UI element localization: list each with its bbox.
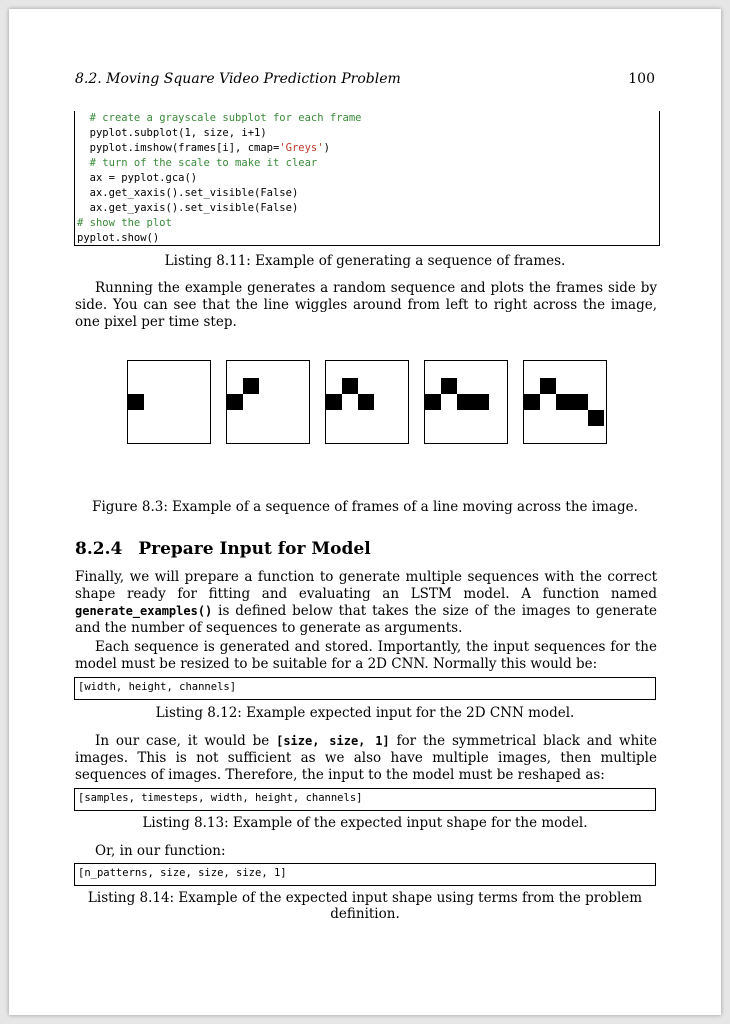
- frame-pixel: [342, 378, 358, 394]
- code-token: ax.get_xaxis().set_visible(False): [89, 187, 299, 199]
- frame-pixel: [540, 378, 556, 394]
- code-listing-8-11: [74, 111, 660, 246]
- paragraph-our-case-body: [75, 733, 657, 784]
- paragraph-our-case-text-2: for the symmetrical black and white images. This is not sufficient as we also have multiple images, then multiple sequences of images. Therefore, the input to the model must be reshaped as:: [75, 733, 657, 783]
- code-token: ax.get_yaxis().set_visible(False): [89, 202, 299, 214]
- figure-8-3-caption: Figure 8.3: Example of a sequence of frames of a line moving across the image.: [92, 499, 638, 515]
- frame-pixel: [524, 394, 540, 410]
- code-listing-8-12: [width, height, channels]: [74, 677, 656, 700]
- frame-pixel: [588, 410, 604, 426]
- frame-5: [523, 360, 607, 444]
- code-token: pyplot.show(): [77, 232, 160, 244]
- code-token: ax = pyplot.gca(): [89, 172, 198, 184]
- listing-8-14-caption: Listing 8.14: Example of the expected input shape using terms from the problem definition.: [87, 890, 643, 922]
- listing-8-13-caption: Listing 8.13: Example of the expected input shape for the model.: [142, 815, 588, 831]
- code-line: [75, 156, 659, 171]
- paragraph-finally-text-2: is defined below that takes the size of the images to generate and the number of sequences to generate as arguments.: [75, 603, 657, 636]
- code-line: [75, 231, 659, 246]
- code-line: [75, 216, 659, 231]
- code-token: # turn of the scale to make it clear: [89, 157, 318, 169]
- paragraph-running-text: Running the example generates a random sequence and plots the frames side by side. You can see that the line wiggles around from left to right across the image, one pixel per time step.: [75, 280, 657, 330]
- code-line: [75, 111, 659, 126]
- paragraph-our-case: [75, 733, 657, 784]
- frame-pixel: [425, 394, 441, 410]
- code-line: [75, 201, 659, 216]
- paragraph-our-case-text-1: In our case, it would be: [95, 733, 277, 749]
- frame-1: [127, 360, 211, 444]
- code-token: 'Greys': [279, 142, 324, 154]
- code-line: [75, 171, 659, 186]
- frame-4: [424, 360, 508, 444]
- code-line: [75, 186, 659, 201]
- paragraph-or: [75, 843, 657, 860]
- frame-pixel: [227, 394, 243, 410]
- frame-3: [325, 360, 409, 444]
- paragraph-each-sequence: [75, 639, 657, 673]
- code-token: pyplot.subplot(1, size, i+1): [89, 127, 267, 139]
- paragraph-running-example: [75, 280, 657, 331]
- code-token: # create a grayscale subplot for each frame: [89, 112, 362, 124]
- code-line: [75, 126, 659, 141]
- listing-8-12-caption: Listing 8.12: Example expected input for the 2D CNN model.: [155, 705, 575, 721]
- frame-pixel: [441, 378, 457, 394]
- frame-pixel: [358, 394, 374, 410]
- code-token: ): [323, 142, 330, 154]
- frame-pixel: [572, 394, 588, 410]
- code-listing-8-13: [samples, timesteps, width, height, channels]: [74, 788, 656, 811]
- figure-frames: [127, 360, 607, 448]
- frame-pixel: [457, 394, 473, 410]
- code-token: # show the plot: [77, 217, 172, 229]
- frame-pixel: [556, 394, 572, 410]
- code-token: pyplot.imshow(frames[i], cmap=: [89, 142, 280, 154]
- section-number: 8.2.4: [75, 539, 123, 559]
- frame-pixel: [473, 394, 489, 410]
- page-number: 100: [628, 71, 655, 87]
- frame-2: [226, 360, 310, 444]
- paragraph-finally-text-1: Finally, we will prepare a function to generate multiple sequences with the correct shape ready for fitting and evaluating an LSTM model. A function named: [75, 569, 657, 602]
- frame-pixel: [326, 394, 342, 410]
- code-listing-8-14: [n_patterns, size, size, size, 1]: [74, 863, 656, 886]
- section-title: Prepare Input for Model: [138, 539, 371, 559]
- section-heading: [75, 539, 371, 559]
- inline-code-size: [size, size, 1]: [276, 734, 390, 748]
- frame-pixel: [243, 378, 259, 394]
- paragraph-or-text: Or, in our function:: [95, 843, 226, 859]
- inline-code-generate-examples: generate_examples(): [75, 604, 213, 618]
- header-title: 8.2. Moving Square Video Prediction Problem: [75, 71, 401, 87]
- paragraph-finally: [75, 569, 657, 637]
- frame-pixel: [128, 394, 144, 410]
- paragraph-each-text: Each sequence is generated and stored. Importantly, the input sequences for the model must be resized to be suitable for a 2D CNN. Normally this would be:: [75, 639, 657, 672]
- listing-8-11-caption: Listing 8.11: Example of generating a sequence of frames.: [164, 253, 566, 269]
- code-line: [75, 141, 659, 156]
